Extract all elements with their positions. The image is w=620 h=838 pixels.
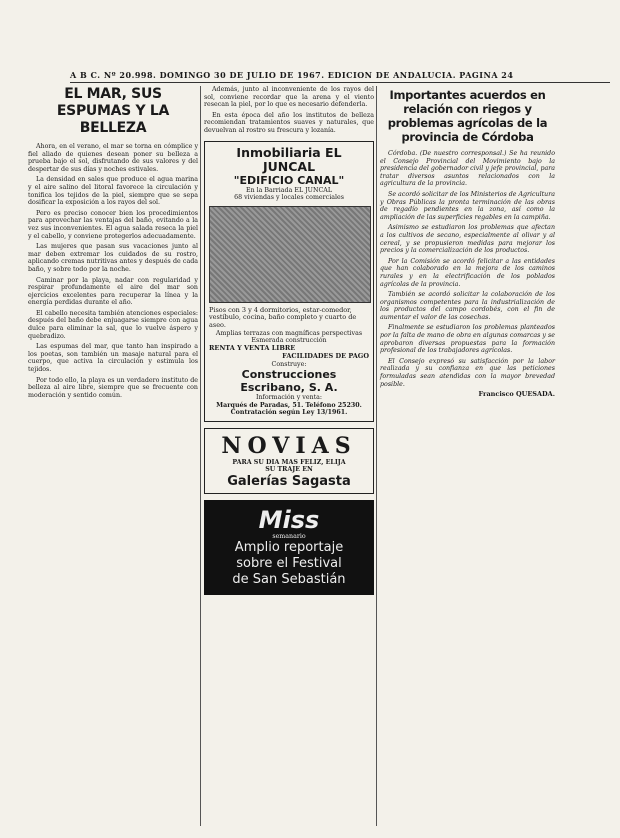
miss-line: sobre el Festival — [236, 556, 342, 572]
ad-law: Contratación según Ley 13/1961. — [230, 409, 348, 417]
miss-kind: semanario — [272, 532, 306, 540]
miss-line: Amplio reportaje — [234, 540, 344, 556]
left-column — [28, 86, 198, 402]
paragraph: Ahora, en el verano, el mar se torna en cómplice y fiel aliado de quienes desean poner su belleza a prueba bajo el sol, disfrutando de sus valores y del despertar de sus días y noches estivales. — [28, 143, 198, 173]
ad-payment: FACILIDADES DE PAGO — [282, 351, 369, 360]
novias-line1: PARA SU DIA MAS FELIZ, ELIJA — [232, 458, 346, 466]
ad-construction: Esmerada construcción — [251, 337, 327, 345]
ad-sale: RENTA Y VENTA LIBRE — [209, 343, 296, 352]
right-column — [380, 86, 555, 399]
ad-address: En la Barriada EL JUNCAL — [245, 186, 333, 194]
paragraph: También se acordó solicitar la colaboración de los organismos competentes para la industrialización de los productos del campo cordobés, con el fin de aumentar el valor de las cosechas. — [380, 291, 555, 321]
novias-ad — [204, 428, 374, 494]
miss-magazine-ad — [204, 500, 374, 596]
paragraph: Por todo ello, la playa es un verdadero instituto de belleza al aire libre, siempre que se frecuente con moderación y sentido común. — [28, 376, 198, 399]
real-estate-ad — [204, 141, 374, 422]
miss-line: de San Sebastián — [232, 572, 346, 588]
ad-contact: Marqués de Paradas, 51. Teléfono 25230. — [216, 401, 362, 409]
ad-building: "EDIFICIO CANAL" — [233, 173, 345, 187]
paragraph: Córdoba. (De nuestro corresponsal.) Se ha reunido el Consejo Provincial del Movimiento bajo la presidencia del gobernador civil y jefe provincial, para tratar diversos asuntos relacionados con la agricultura de la provincia. — [380, 150, 555, 188]
paragraph: Las mujeres que pasan sus vacaciones junto al mar deben extremar los cuidados de su rostro, aplicando cremas nutritivas antes y después de cada baño, y sobre todo por la noche. — [28, 243, 198, 273]
paragraph: La densidad en sales que produce el agua marina y el aire salino del litoral favorece la circulación y tonifica los tejidos de la piel, siempre que se sepa dosificar la exposición a los rayos del sol. — [28, 176, 198, 207]
paragraph: Finalmente se estudiaron los problemas planteados por la falta de mano de obra en algunas comarcas y se aprobaron diversas propuestas para la formación profesional de los trabajadores agrícolas. — [380, 324, 555, 355]
column-divider — [376, 86, 377, 826]
ad-terraces: Amplias terrazas con magníficas perspectivas — [215, 329, 363, 337]
paragraph: El Consejo expresó su satisfacción por la labor realizada y su confianza en que las peticiones formuladas sean atendidas con la mayor brevedad posible. — [380, 357, 555, 388]
page-header: A B C. Nº 20.998. DOMINGO 30 DE JULIO DE 1967. EDICION DE ANDALUCIA. PAGINA 24 — [70, 70, 610, 83]
paragraph: Asimismo se estudiaron los problemas que afectan a los cultivos de secano, especialmente al olivar y al cereal, y se propusieron medidas para mejorar los precios y la comercialización de los productos. — [380, 224, 555, 255]
novias-store: Galerías Sagasta — [227, 473, 351, 489]
paragraph: Se acordó solicitar de los Ministerios de Agricultura y Obras Públicas la pronta terminación de las obras de regadío pendientes en la zona, así como la ampliación de las superficies regables en la campiña. — [380, 190, 556, 221]
article-headline: Importantes acuerdos en relación con riegos y problemas agrícolas de la provincia de Córdoba — [387, 88, 548, 144]
paragraph: Pero es preciso conocer bien los procedimientos para aprovechar las ventajas del baño, evitando a la vez sus inconvenientes. El agua salada reseca la piel y el cabello, y conviene protegerlos adecuadamente. — [28, 209, 198, 240]
paragraph: En esta época del año los institutos de belleza recomiendan tratamientos suaves y naturales, que devuelvan al rostro su frescura y lozanía. — [204, 111, 374, 134]
column-divider — [200, 86, 201, 826]
novias-title: NOVIAS — [221, 432, 357, 459]
paragraph: Caminar por la playa, nadar con regularidad y respirar profundamente el aire del mar son ejercicios excelentes para recuperar la línea y la energía perdidas durante el año. — [28, 276, 198, 307]
paragraph: Además, junto al inconveniente de los rayos del sol, conviene recordar que la arena y el viento resecan la piel, por lo que es necesario defenderla. — [204, 86, 374, 109]
article-headline: EL MAR, SUS ESPUMAS Y LA BELLEZA — [56, 86, 170, 136]
ad-features: Pisos con 3 y 4 dormitorios, estar-comedor, vestíbulo, cocina, baño completo y cuarto de aseo. — [209, 305, 357, 330]
ad-builder-label: Construye: — [271, 360, 307, 368]
paragraph: El cabello necesita también atenciones especiales: después del baño debe enjuagarse siempre con agua dulce para eliminar la sal, que lo vuelve áspero y quebradizo. — [28, 309, 198, 340]
miss-logo: Miss — [258, 505, 320, 534]
middle-column — [204, 86, 374, 595]
ad-units: 68 viviendas y locales comerciales — [234, 194, 344, 202]
ad-company: Inmobiliaria EL JUNCAL — [236, 144, 342, 174]
ad-info: Información y venta: — [255, 394, 323, 402]
building-photo — [209, 206, 371, 303]
signature: Francisco QUESADA. — [478, 390, 555, 399]
paragraph: Por la Comisión se acordó felicitar a las entidades que han colaborado en la mejora de los caminos rurales y en la electrificación de los poblados agrícolas de la provincia. — [380, 257, 555, 288]
novias-line2: SU TRAJE EN — [265, 466, 313, 474]
paragraph: Las espumas del mar, que tanto han inspirado a los poetas, son también un masaje natural para el cuerpo, que activa la circulación y estimula los tejidos. — [28, 343, 198, 374]
ad-builder: Construcciones Escribano, S. A. — [240, 368, 338, 395]
